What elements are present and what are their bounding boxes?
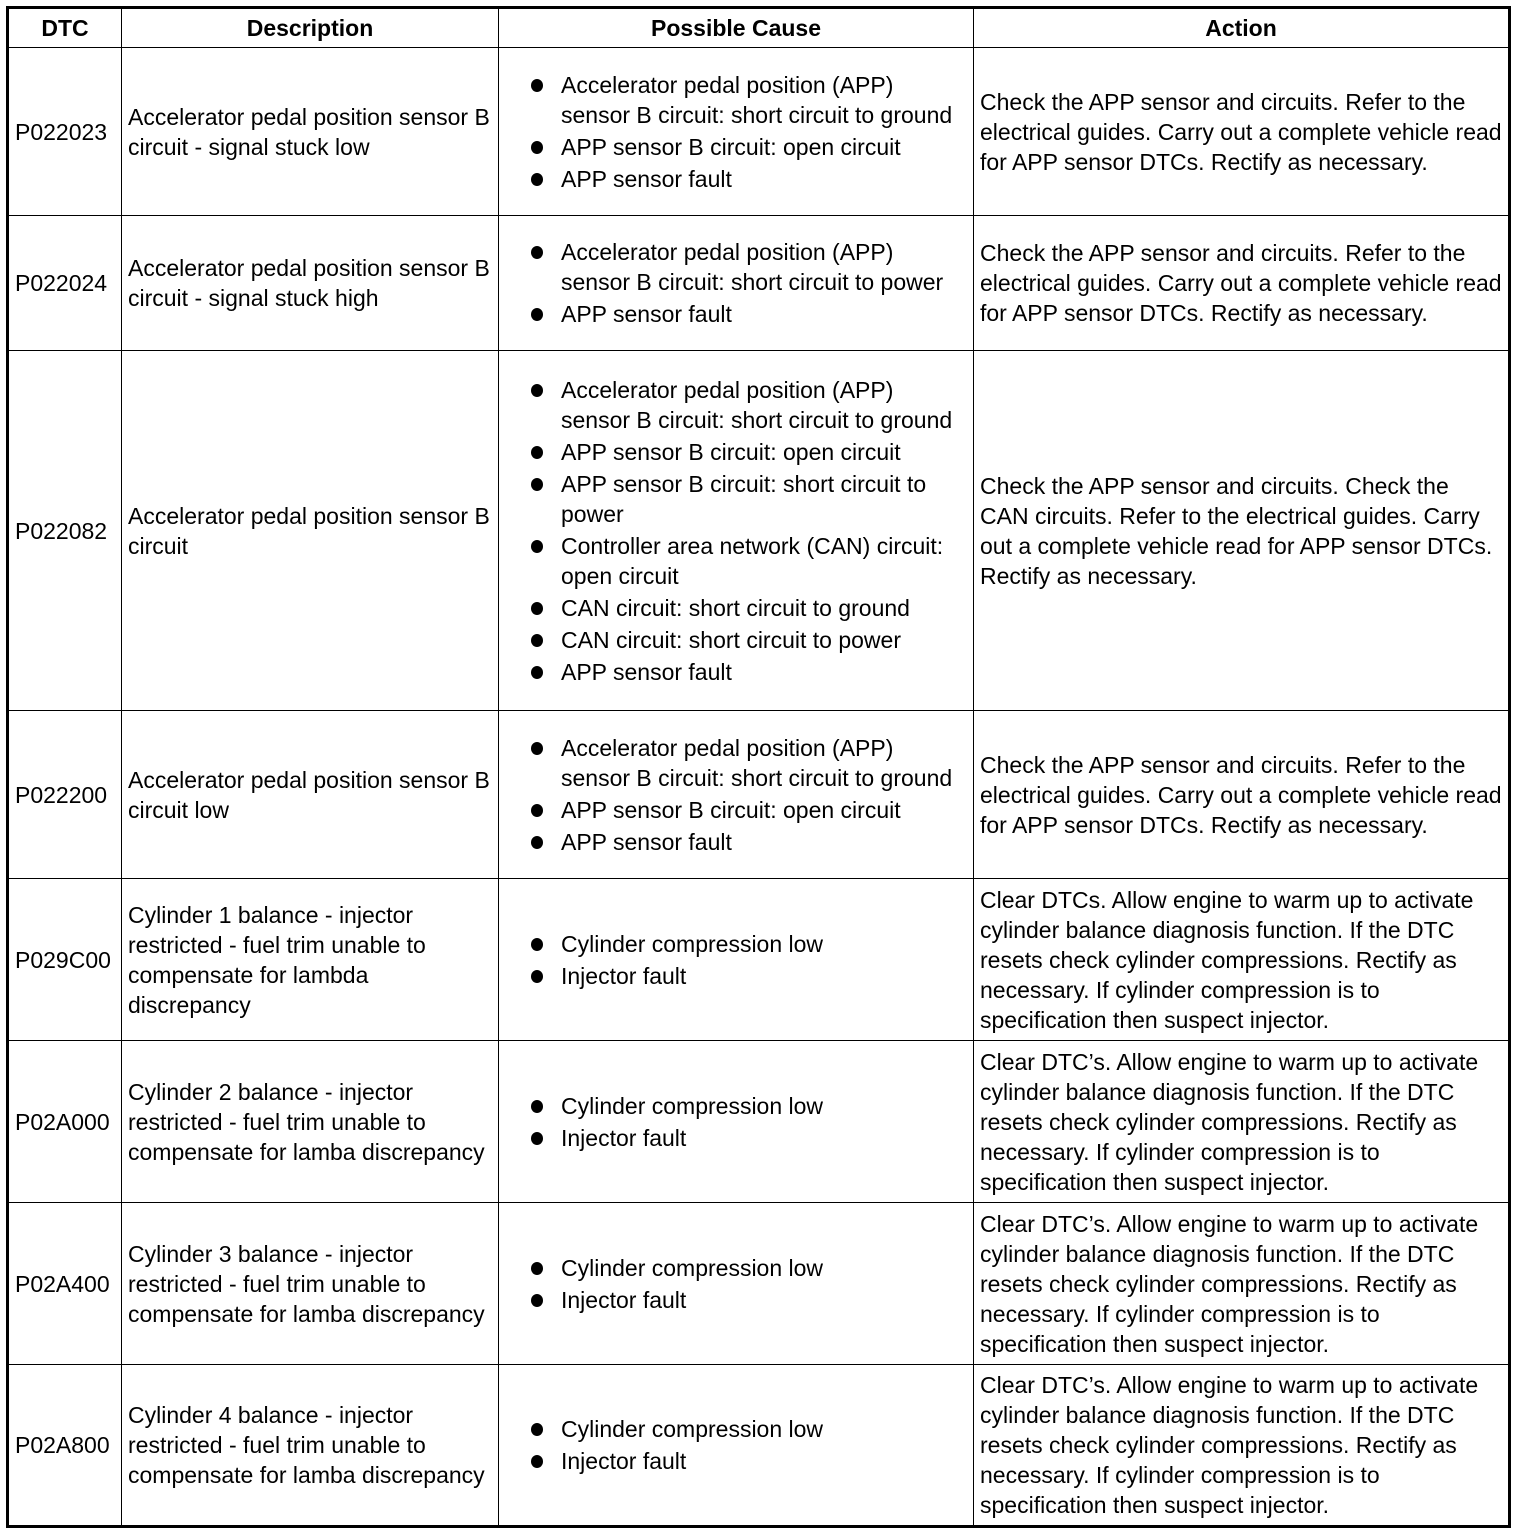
cause-text: APP sensor B circuit: open circuit: [561, 796, 901, 823]
cause-text: Cylinder compression low: [561, 1092, 824, 1119]
cause-item: [521, 164, 967, 194]
cause-item: [521, 795, 967, 825]
cause-item: [521, 70, 967, 130]
cause-text: CAN circuit: short circuit to power: [561, 626, 901, 653]
dtc-code: P022024: [8, 216, 122, 351]
table-row: [8, 879, 1510, 1041]
action-cell: Clear DTC’s. Allow engine to warm up to activate cylinder balance diagnosis function. If the DTC resets check cylinder compressions. Rectify as necessary. If cylinder compression is to specification then suspect injector.: [974, 1203, 1510, 1365]
cause-text: APP sensor B circuit: open circuit: [561, 438, 901, 465]
cause-item: [521, 531, 967, 591]
cause-list: [505, 733, 967, 857]
cause-item: [521, 1253, 967, 1283]
dtc-code: P029C00: [8, 879, 122, 1041]
bullet-icon: [531, 478, 543, 491]
cause-item: [521, 657, 967, 687]
dtc-code: P02A800: [8, 1365, 122, 1527]
description-cell: Cylinder 1 balance - injector restricted - fuel trim unable to compensate for lambda discrepancy: [122, 879, 499, 1041]
cause-item: [521, 299, 967, 329]
action-cell: Check the APP sensor and circuits. Check the CAN circuits. Refer to the electrical guides. Carry out a complete vehicle read for APP sensor DTCs. Rectify as necessary.: [974, 351, 1510, 711]
bullet-icon: [531, 836, 543, 849]
bullet-icon: [531, 540, 543, 553]
cause-text: Cylinder compression low: [561, 1416, 824, 1442]
bullet-icon: [531, 1262, 543, 1275]
cause-text: Accelerator pedal position (APP) sensor B circuit: short circuit to ground: [561, 734, 953, 791]
cause-list: [505, 1414, 967, 1476]
cause-list: [505, 1091, 967, 1153]
cause-item: [521, 1414, 967, 1444]
possible-cause-cell: [499, 216, 974, 351]
dtc-code: P02A000: [8, 1041, 122, 1203]
bullet-icon: [531, 1423, 543, 1436]
description-cell: Accelerator pedal position sensor B circuit: [122, 351, 499, 711]
cause-text: APP sensor fault: [561, 165, 732, 192]
possible-cause-cell: [499, 48, 974, 216]
description-cell: Accelerator pedal position sensor B circuit low: [122, 711, 499, 879]
cause-text: APP sensor fault: [561, 828, 732, 855]
cause-text: APP sensor fault: [561, 301, 732, 327]
description-cell: Cylinder 2 balance - injector restricted - fuel trim unable to compensate for lamba discrepancy: [122, 1041, 499, 1203]
action-cell: Check the APP sensor and circuits. Refer to the electrical guides. Carry out a complete vehicle read for APP sensor DTCs. Rectify as necessary.: [974, 711, 1510, 879]
cause-item: [521, 375, 967, 435]
bullet-icon: [531, 1294, 543, 1307]
cause-text: Injector fault: [561, 962, 687, 989]
cause-text: Injector fault: [561, 1448, 687, 1474]
cause-item: [521, 593, 967, 623]
cause-text: Controller area network (CAN) circuit: open circuit: [561, 532, 944, 589]
bullet-icon: [531, 634, 543, 647]
action-cell: Clear DTCs. Allow engine to warm up to activate cylinder balance diagnosis function. If the DTC resets check cylinder compressions. Rectify as necessary. If cylinder compression is to specification then suspect injector.: [974, 879, 1510, 1041]
action-cell: Check the APP sensor and circuits. Refer to the electrical guides. Carry out a complete vehicle read for APP sensor DTCs. Rectify as necessary.: [974, 48, 1510, 216]
description-cell: Accelerator pedal position sensor B circuit - signal stuck high: [122, 216, 499, 351]
cause-item: [521, 733, 967, 793]
cause-text: CAN circuit: short circuit to ground: [561, 594, 910, 621]
cause-list: [505, 375, 967, 687]
cause-list: [505, 237, 967, 329]
cause-text: APP sensor fault: [561, 658, 732, 685]
cause-text: Injector fault: [561, 1124, 687, 1151]
cause-list: [505, 70, 967, 194]
cause-text: APP sensor B circuit: open circuit: [561, 133, 901, 160]
possible-cause-cell: [499, 1365, 974, 1527]
action-cell: Check the APP sensor and circuits. Refer to the electrical guides. Carry out a complete vehicle read for APP sensor DTCs. Rectify as necessary.: [974, 216, 1510, 351]
table-body: [8, 48, 1510, 1527]
header-description: Description: [122, 8, 499, 48]
cause-text: APP sensor B circuit: short circuit to power: [561, 470, 927, 527]
table-row: [8, 216, 1510, 351]
bullet-icon: [531, 602, 543, 615]
cause-item: [521, 625, 967, 655]
cause-item: [521, 929, 967, 959]
action-cell: Clear DTC’s. Allow engine to warm up to activate cylinder balance diagnosis function. If the DTC resets check cylinder compressions. Rectify as necessary. If cylinder compression is to specification then suspect injector.: [974, 1365, 1510, 1527]
cause-item: [521, 437, 967, 467]
cause-text: Cylinder compression low: [561, 1254, 824, 1281]
bullet-icon: [531, 1100, 543, 1113]
table-row: [8, 48, 1510, 216]
cause-item: [521, 1446, 967, 1476]
cause-text: Cylinder compression low: [561, 930, 824, 957]
description-cell: Accelerator pedal position sensor B circuit - signal stuck low: [122, 48, 499, 216]
table-row: [8, 1041, 1510, 1203]
cause-item: [521, 961, 967, 991]
table-row: [8, 711, 1510, 879]
possible-cause-cell: [499, 351, 974, 711]
header-action: Action: [974, 8, 1510, 48]
header-possible-cause: Possible Cause: [499, 8, 974, 48]
dtc-code: P022023: [8, 48, 122, 216]
cause-text: Accelerator pedal position (APP) sensor B circuit: short circuit to ground: [561, 71, 953, 128]
bullet-icon: [531, 938, 543, 951]
bullet-icon: [531, 173, 543, 186]
cause-item: [521, 1123, 967, 1153]
dtc-code: P022200: [8, 711, 122, 879]
bullet-icon: [531, 308, 543, 321]
bullet-icon: [531, 666, 543, 679]
cause-item: [521, 237, 967, 297]
header-row: [8, 8, 1510, 48]
bullet-icon: [531, 742, 543, 755]
bullet-icon: [531, 1132, 543, 1145]
header-dtc: DTC: [8, 8, 122, 48]
cause-item: [521, 132, 967, 162]
dtc-code: P02A400: [8, 1203, 122, 1365]
description-cell: Cylinder 4 balance - injector restricted - fuel trim unable to compensate for lamba discrepancy: [122, 1365, 499, 1527]
description-cell: Cylinder 3 balance - injector restricted - fuel trim unable to compensate for lamba discrepancy: [122, 1203, 499, 1365]
bullet-icon: [531, 141, 543, 154]
possible-cause-cell: [499, 1203, 974, 1365]
table-row: [8, 351, 1510, 711]
cause-list: [505, 929, 967, 991]
bullet-icon: [531, 970, 543, 983]
table-row: [8, 1365, 1510, 1527]
dtc-table: [6, 6, 1511, 1528]
bullet-icon: [531, 804, 543, 817]
possible-cause-cell: [499, 711, 974, 879]
cause-item: [521, 1285, 967, 1315]
cause-item: [521, 469, 967, 529]
bullet-icon: [531, 79, 543, 92]
bullet-icon: [531, 246, 543, 259]
table-row: [8, 1203, 1510, 1365]
bullet-icon: [531, 1455, 543, 1468]
possible-cause-cell: [499, 1041, 974, 1203]
possible-cause-cell: [499, 879, 974, 1041]
bullet-icon: [531, 446, 543, 459]
cause-text: Injector fault: [561, 1286, 687, 1313]
dtc-code: P022082: [8, 351, 122, 711]
action-cell: Clear DTC’s. Allow engine to warm up to activate cylinder balance diagnosis function. If the DTC resets check cylinder compressions. Rectify as necessary. If cylinder compression is to specification then suspect injector.: [974, 1041, 1510, 1203]
cause-text: Accelerator pedal position (APP) sensor B circuit: short circuit to power: [561, 239, 944, 295]
bullet-icon: [531, 384, 543, 397]
cause-item: [521, 1091, 967, 1121]
cause-item: [521, 827, 967, 857]
cause-text: Accelerator pedal position (APP) sensor B circuit: short circuit to ground: [561, 376, 953, 433]
cause-list: [505, 1253, 967, 1315]
